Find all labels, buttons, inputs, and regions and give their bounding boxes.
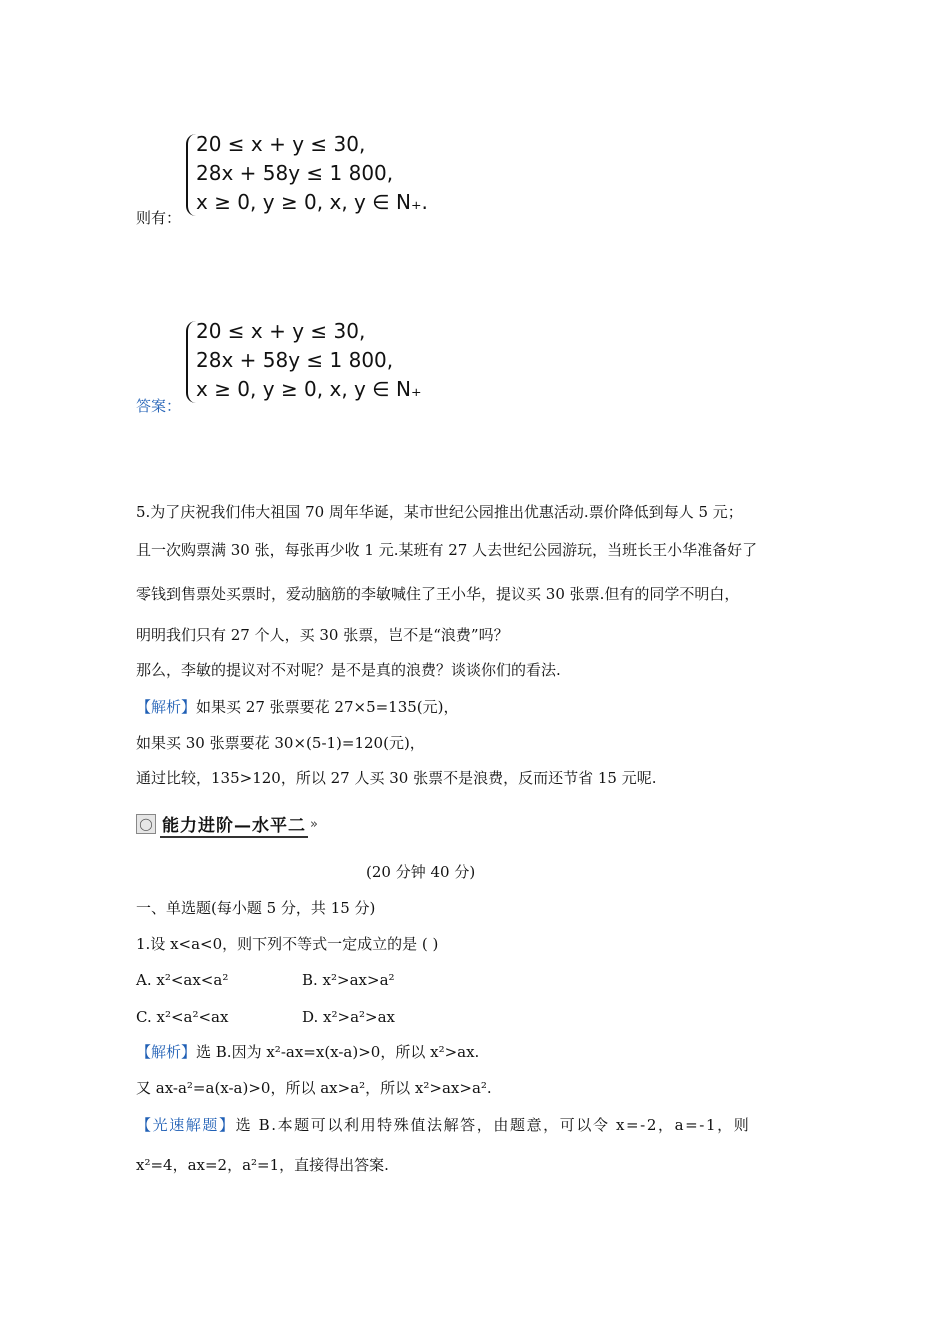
analysis-tag: 【解析】 <box>136 698 197 716</box>
system-line: x ≥ 0, y ≥ 0, x, y ∈ N₊. <box>196 190 428 214</box>
analysis-line: 又 ax-a²=a(x-a)>0，所以 ax>a²，所以 x²>ax>a². <box>136 1079 492 1097</box>
quick-solution-text: 选 B.本题可以利用特殊值法解答，由题意，可以令 x=-2，a=-1，则 <box>235 1116 751 1134</box>
option-c: C. x²<a²<ax <box>136 1008 229 1026</box>
option-b: B. x²>ax>a² <box>302 971 395 989</box>
analysis-text: 选 B.因为 x²-ax=x(x-a)>0，所以 x²>ax. <box>196 1043 480 1061</box>
system-line: 28x + 58y ≤ 1 800, <box>196 161 394 185</box>
time-score: (20 分钟 40 分) <box>366 863 476 881</box>
answer-label: 答案： <box>136 397 182 415</box>
problem-text: 5.为了庆祝我们伟大祖国 70 周年华诞，某市世纪公园推出优惠活动.票价降低到每人 5 元； <box>136 503 743 521</box>
system-label: 则有： <box>136 209 182 227</box>
system-line: 20 ≤ x + y ≤ 30, <box>196 132 366 156</box>
section-title: 能力进阶—水平二 <box>160 811 308 838</box>
analysis-line: 如果买 30 张票要花 30×(5-1)=120(元)， <box>136 734 425 752</box>
double-chevron-icon: » <box>310 816 318 832</box>
system-line: 20 ≤ x + y ≤ 30, <box>196 319 366 343</box>
system-line: 28x + 58y ≤ 1 800, <box>196 348 394 372</box>
quick-solution-tag: 【光速解题】 <box>136 1116 236 1134</box>
analysis-line <box>136 1042 479 1062</box>
part-heading: 一、单选题(每小题 5 分，共 15 分) <box>136 899 376 917</box>
analysis-text: 如果买 27 张票要花 27×5=135(元)， <box>196 698 459 716</box>
problem-text: 零钱到售票处买票时，爱动脑筋的李敏喊住了王小华，提议买 30 张票.但有的同学不明白， <box>136 585 740 603</box>
analysis-line <box>136 697 459 717</box>
analysis-tag: 【解析】 <box>136 1043 197 1061</box>
analysis-line: 通过比较，135>120，所以 27 人买 30 张票不是浪费，反而还节省 15 元呢. <box>136 769 657 787</box>
section-header <box>136 813 318 835</box>
quick-solution-line <box>136 1115 750 1135</box>
quick-solution-line: x²=4，ax=2，a²=1，直接得出答案. <box>136 1156 389 1174</box>
option-a: A. x²<ax<a² <box>136 971 229 989</box>
option-d: D. x²>a²>ax <box>302 1008 395 1026</box>
question-stem: 1.设 x<a<0，则下列不等式一定成立的是 ( ) <box>136 935 439 953</box>
system-line: x ≥ 0, y ≥ 0, x, y ∈ N₊ <box>196 377 422 401</box>
problem-text: 且一次购票满 30 张，每张再少收 1 元.某班有 27 人去世纪公园游玩，当班长王小华准备好了 <box>136 541 758 559</box>
lightbulb-icon: ◯ <box>136 814 156 834</box>
problem-text: 那么，李敏的提议对不对呢？是不是真的浪费？谈谈你们的看法. <box>136 661 561 679</box>
problem-text: 明明我们只有 27 个人，买 30 张票，岂不是“浪费”吗？ <box>136 626 509 644</box>
